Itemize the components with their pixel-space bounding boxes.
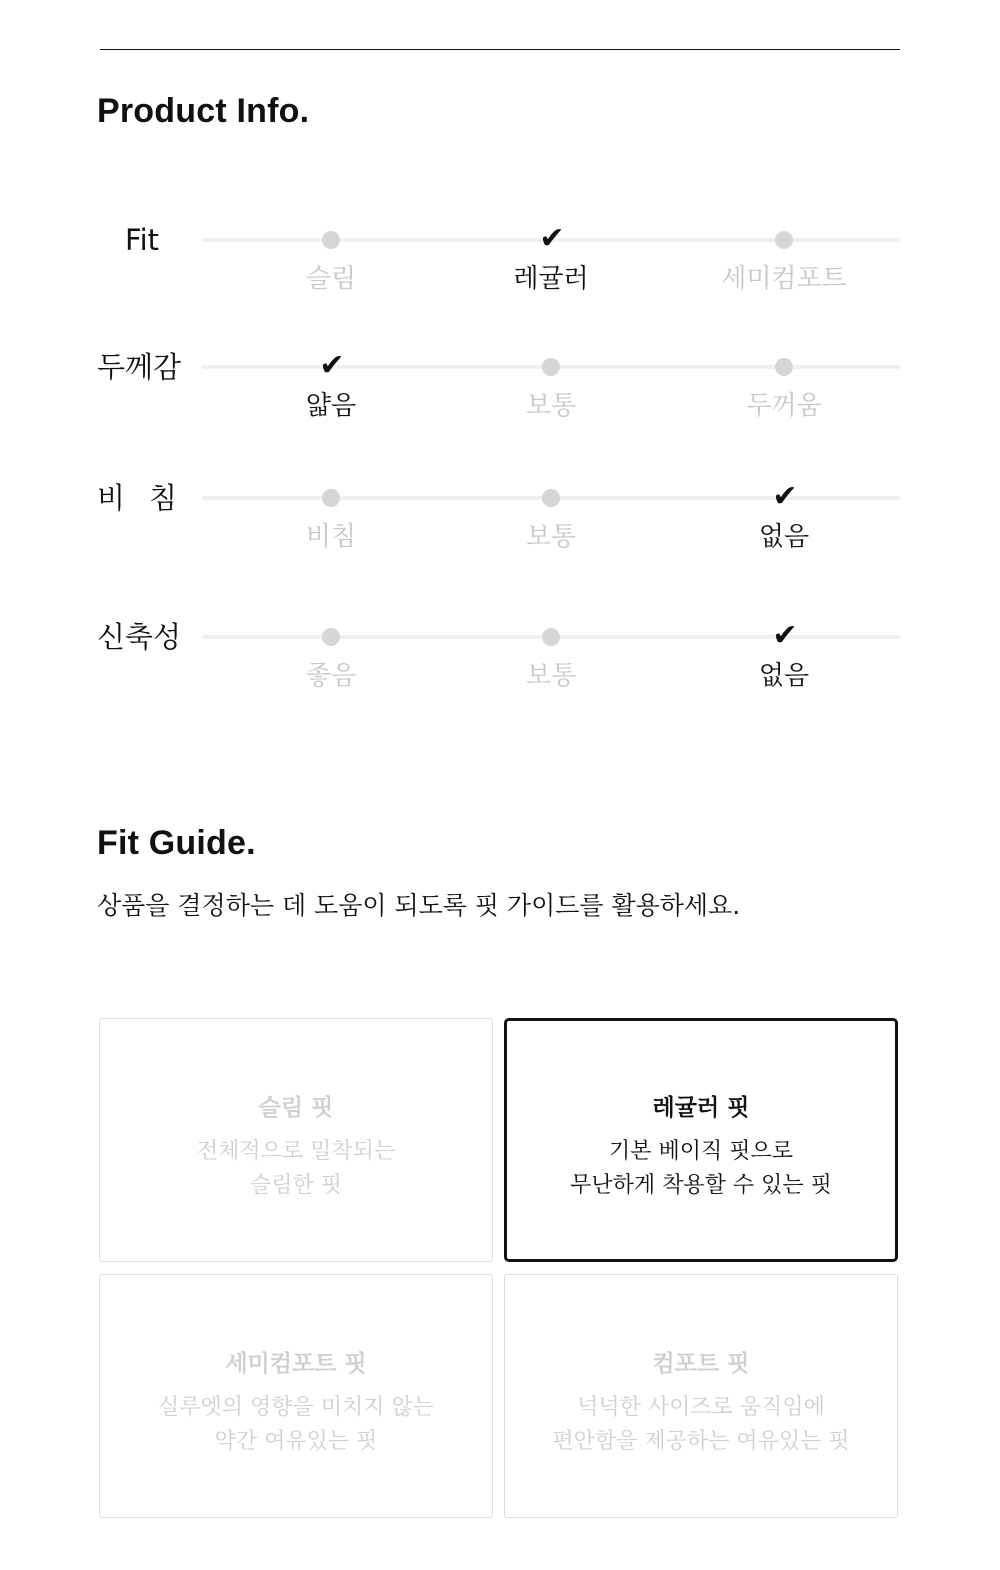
- attribute-option[interactable]: [451, 478, 651, 578]
- fit-card-description-line: 편안함을 제공하는 여유있는 핏: [552, 1429, 850, 1454]
- attribute-option-label: 보통: [525, 661, 577, 691]
- dot-icon: [775, 231, 793, 249]
- fit-card-description-line: 실루엣의 영향을 미치지 않는: [157, 1395, 434, 1420]
- attribute-option-label: 없음: [758, 661, 810, 691]
- attribute-option[interactable]: [231, 478, 431, 578]
- attribute-option[interactable]: [451, 220, 651, 320]
- attribute-option[interactable]: [451, 617, 651, 717]
- fit-card-description-line: 전체적으로 밀착되는: [196, 1139, 396, 1164]
- checkmark-icon: ✔: [772, 479, 798, 514]
- fit-card-description-line: 슬림한 핏: [249, 1173, 342, 1198]
- attribute-option-label: 두꺼움: [746, 391, 822, 421]
- attribute-option[interactable]: [231, 220, 431, 320]
- checkmark-icon: ✔: [319, 348, 345, 383]
- attribute-option-label: 슬림: [305, 264, 357, 294]
- dot-icon: [542, 489, 560, 507]
- attribute-label: Fit: [125, 223, 159, 257]
- top-divider: [100, 49, 900, 50]
- attribute-row-fit: [0, 221, 1000, 300]
- attribute-option-label: 없음: [758, 522, 810, 552]
- attribute-option[interactable]: [684, 617, 884, 717]
- attribute-option-label: 비침: [305, 522, 357, 552]
- attribute-option[interactable]: [231, 617, 431, 717]
- fit-card-description: [505, 1391, 897, 1459]
- attribute-option[interactable]: [451, 347, 651, 447]
- attribute-option-label: 레귤러: [513, 264, 589, 294]
- fit-card-title: 레귤러 핏: [652, 1095, 750, 1121]
- attribute-option-label: 좋음: [305, 661, 357, 691]
- attribute-option-label: 보통: [525, 391, 577, 421]
- dot-icon: [542, 628, 560, 646]
- product-info-title: Product Info.: [97, 92, 310, 130]
- dot-icon: [775, 358, 793, 376]
- attribute-option[interactable]: [231, 347, 431, 447]
- attribute-row-stretch: [0, 618, 1000, 697]
- attribute-option[interactable]: [684, 220, 884, 320]
- fit-card-comfort[interactable]: [504, 1274, 898, 1518]
- attribute-option-label: 얇음: [305, 391, 357, 421]
- fit-card-slim[interactable]: [99, 1018, 493, 1262]
- fit-card-description: [507, 1135, 895, 1203]
- fit-card-description-line: 기본 베이직 핏으로: [608, 1139, 793, 1164]
- fit-card-description: [100, 1135, 492, 1203]
- fit-card-title: 세미컴포트 핏: [225, 1351, 367, 1377]
- fit-card-description: [100, 1391, 492, 1459]
- attribute-option-label: 세미컴포트: [721, 264, 847, 294]
- fit-card-semi-comfort[interactable]: [99, 1274, 493, 1518]
- fit-guide-description: 상품을 결정하는 데 도움이 되도록 핏 가이드를 활용하세요.: [97, 891, 741, 920]
- dot-icon: [542, 358, 560, 376]
- attribute-label: 두께감: [97, 350, 182, 384]
- dot-icon: [322, 489, 340, 507]
- dot-icon: [322, 628, 340, 646]
- checkmark-icon: ✔: [539, 221, 565, 256]
- attribute-option-label: 보통: [525, 522, 577, 552]
- attribute-option[interactable]: [684, 347, 884, 447]
- fit-card-regular[interactable]: [504, 1018, 898, 1262]
- dot-icon: [322, 231, 340, 249]
- fit-card-description-line: 약간 여유있는 핏: [214, 1429, 378, 1454]
- fit-card-description-line: 무난하게 착용할 수 있는 핏: [570, 1173, 832, 1198]
- attribute-option[interactable]: [684, 478, 884, 578]
- attribute-label: 비침: [97, 481, 202, 515]
- fit-card-title: 컴포트 핏: [652, 1351, 750, 1377]
- fit-card-description-line: 넉넉한 사이즈로 움직임에: [577, 1395, 825, 1420]
- attribute-row-thickness: [0, 348, 1000, 427]
- fit-guide-title: Fit Guide.: [97, 824, 256, 862]
- checkmark-icon: ✔: [772, 618, 798, 653]
- attribute-row-sheerness: [0, 479, 1000, 558]
- attribute-label: 신축성: [97, 620, 182, 654]
- fit-card-title: 슬림 핏: [258, 1095, 334, 1121]
